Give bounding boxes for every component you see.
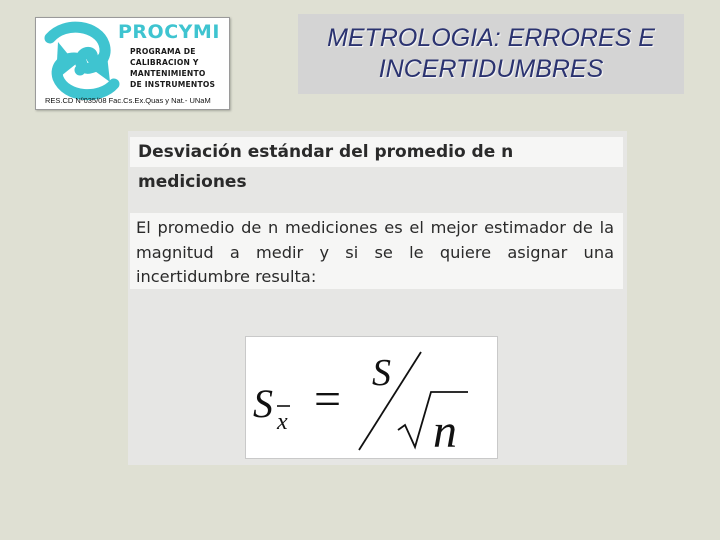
section-body: El promedio de n mediciones es el mejor estimador de la magnitud a medir y si se le quiere asignar una incertidumbre resulta: <box>130 213 623 289</box>
title-line: METROLOGIA: ERRORES E <box>327 24 655 52</box>
formula-graphic <box>246 337 499 460</box>
logo-subtitle-line: DE INSTRUMENTOS <box>130 80 216 89</box>
title-line: INCERTIDUMBRES <box>378 55 604 83</box>
formula-radicand: n <box>433 405 457 458</box>
formula-lhs-subscript: x <box>277 409 288 435</box>
content-panel <box>128 131 627 465</box>
logo-subtitle <box>130 46 230 90</box>
logo-subtitle-line: CALIBRACION Y <box>130 58 199 67</box>
formula <box>245 336 498 459</box>
procymi-logo <box>35 17 230 110</box>
section-heading: Desviación estándar del promedio de n mediciones <box>130 137 623 167</box>
slide-title <box>298 14 684 94</box>
logo-subtitle-line: PROGRAMA DE <box>130 47 196 56</box>
logo-name: PROCYMI <box>118 21 220 43</box>
logo-resolution: RES.CD Nº035/08 Fac.Cs.Ex.Quas y Nat.- UNaM <box>45 96 211 105</box>
formula-lhs: S <box>253 381 273 426</box>
logo-subtitle-line: MANTENIMIENTO <box>130 69 206 78</box>
formula-numerator: S <box>372 352 391 394</box>
formula-equals: = <box>314 373 342 426</box>
